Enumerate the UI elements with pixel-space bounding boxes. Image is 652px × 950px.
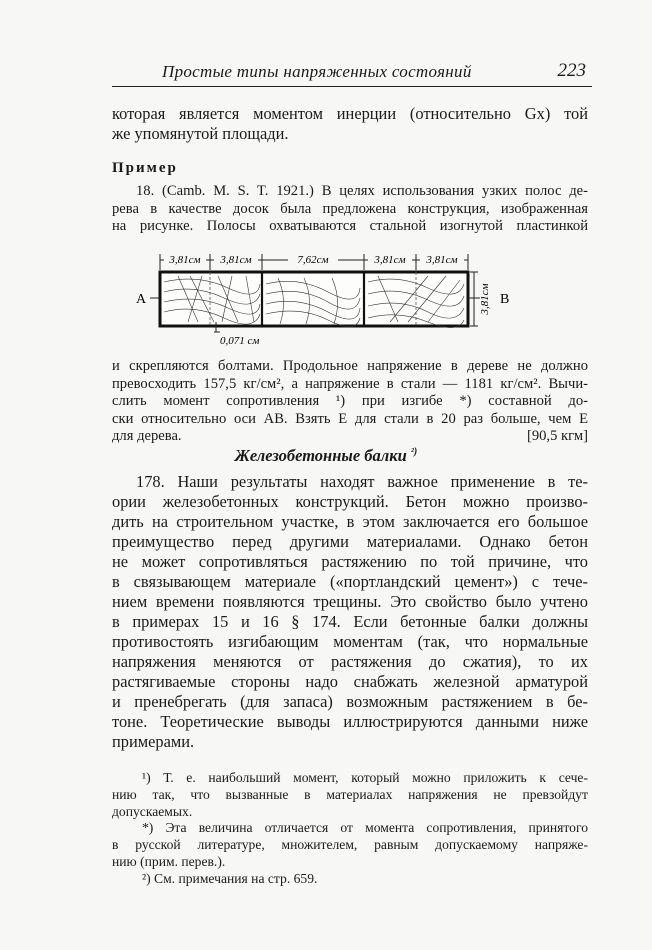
footnote-1-line: ¹) Т. е. наибольший момент, который можно приложить к сече- <box>142 770 588 785</box>
dimension-label: 3,81см <box>169 254 201 266</box>
text-line: нием времени появляются трещины. Это свойство было учтено <box>112 592 588 611</box>
problem-18-continuation <box>112 358 588 446</box>
text-line: дить на строительном участке, в этом заключается его большое <box>112 512 588 531</box>
footnote-1-line: допускаемых. <box>112 803 193 819</box>
answer: [90,5 кгм] <box>526 428 588 445</box>
footnote-star-line: *) Эта величина отличается от момента сопротивления, принятого <box>142 820 588 836</box>
dimension-label: 3,81см <box>220 254 252 266</box>
text-line-with-answer <box>112 428 588 446</box>
axis-label-a: A <box>136 292 147 307</box>
section-title <box>0 446 652 466</box>
text-line: которая является моментом инерции (относительно Gx) той <box>112 104 588 123</box>
text-line: ски относительно оси AB. Взять E для стали в 20 раз больше, чем E <box>112 410 588 427</box>
text-line: 18. (Camb. M. S. T. 1921.) В целях использования узких полос де- <box>136 183 588 199</box>
text-line: преимущество перед другими материалами. Однако бетон <box>112 532 588 551</box>
text-line: ории железобетонных конструкций. Бетон можно произво- <box>112 492 588 511</box>
text-line: в связывающем материале («портландский цемент») с тече- <box>112 572 588 591</box>
axis-label-b: B <box>500 292 510 307</box>
footnote-star-line: нию (прим. перев.). <box>112 853 226 869</box>
text-line: примерами. <box>112 732 195 751</box>
text-line: в примерах 15 и 16 § 174. Если бетонные балки должны <box>112 612 588 631</box>
paragraph-178 <box>112 472 588 752</box>
text-line: напряжения меняются от растяжения до сжатия), то их <box>112 652 588 671</box>
text-line: не может сопротивляться растяжению по той причине, что <box>112 552 588 571</box>
running-title: Простые типы напряженных состояний <box>162 62 472 81</box>
footnote-star-line: в русской литературе, множителем, равным допускаемому напряже- <box>112 837 588 853</box>
text-line: и скрепляются болтами. Продольное напряжение в дереве не должно <box>112 358 588 374</box>
composite-beam-figure <box>128 248 518 358</box>
text-line: же упомянутой площади. <box>112 124 289 143</box>
page-number: 223 <box>557 60 586 81</box>
text-line: и пренебрегать (для запаса) возможным растяжением в бе- <box>112 692 588 711</box>
footnote-2: ²) См. примечания на стр. 659. <box>142 870 318 886</box>
text-line: противостоять изгибающим моментам (так, что нормальные <box>112 632 588 651</box>
footnotes <box>112 770 588 888</box>
problem-18-text <box>112 183 588 236</box>
footnote-ref: ²) <box>410 446 418 458</box>
steel-strap <box>160 272 468 326</box>
height-dimension-label: 3,81см <box>479 283 491 315</box>
text-line: 178. Наши результаты находят важное применение в те- <box>136 472 588 491</box>
section-title-text: Железобетонные балки <box>234 446 407 465</box>
dimension-label: 3,81см <box>374 254 406 266</box>
example-heading: Пример <box>112 160 178 176</box>
dimension-label: 7,62см <box>297 254 329 266</box>
footnote-1-line: нию так, что вызванные в материалах напряжения не превзойдут <box>112 786 588 802</box>
intro-paragraph <box>112 104 588 144</box>
text-line: растягиваемые стороны надо снабжать железной арматурой <box>112 672 588 691</box>
text-line: тоне. Теоретические выводы иллюстрируются данными ниже <box>112 712 588 731</box>
text-line: на рисунке. Полосы охватываются стальной изогнутой пластинкой <box>112 218 588 235</box>
text-line: слить момент сопротивления ¹) при изгибе *) составной до- <box>112 393 588 410</box>
text-fragment: для дерева. <box>112 428 182 445</box>
text-line: превосходить 157,5 кг/см², а напряжение в стали — 1181 кг/см². Вычи- <box>112 375 588 392</box>
text-line: рева в качестве досок была предложена конструкция, изображенная <box>112 200 588 217</box>
dimension-label: 3,81см <box>426 254 458 266</box>
thickness-dimension-label: 0,071 см <box>220 335 260 347</box>
page-header <box>112 58 592 87</box>
